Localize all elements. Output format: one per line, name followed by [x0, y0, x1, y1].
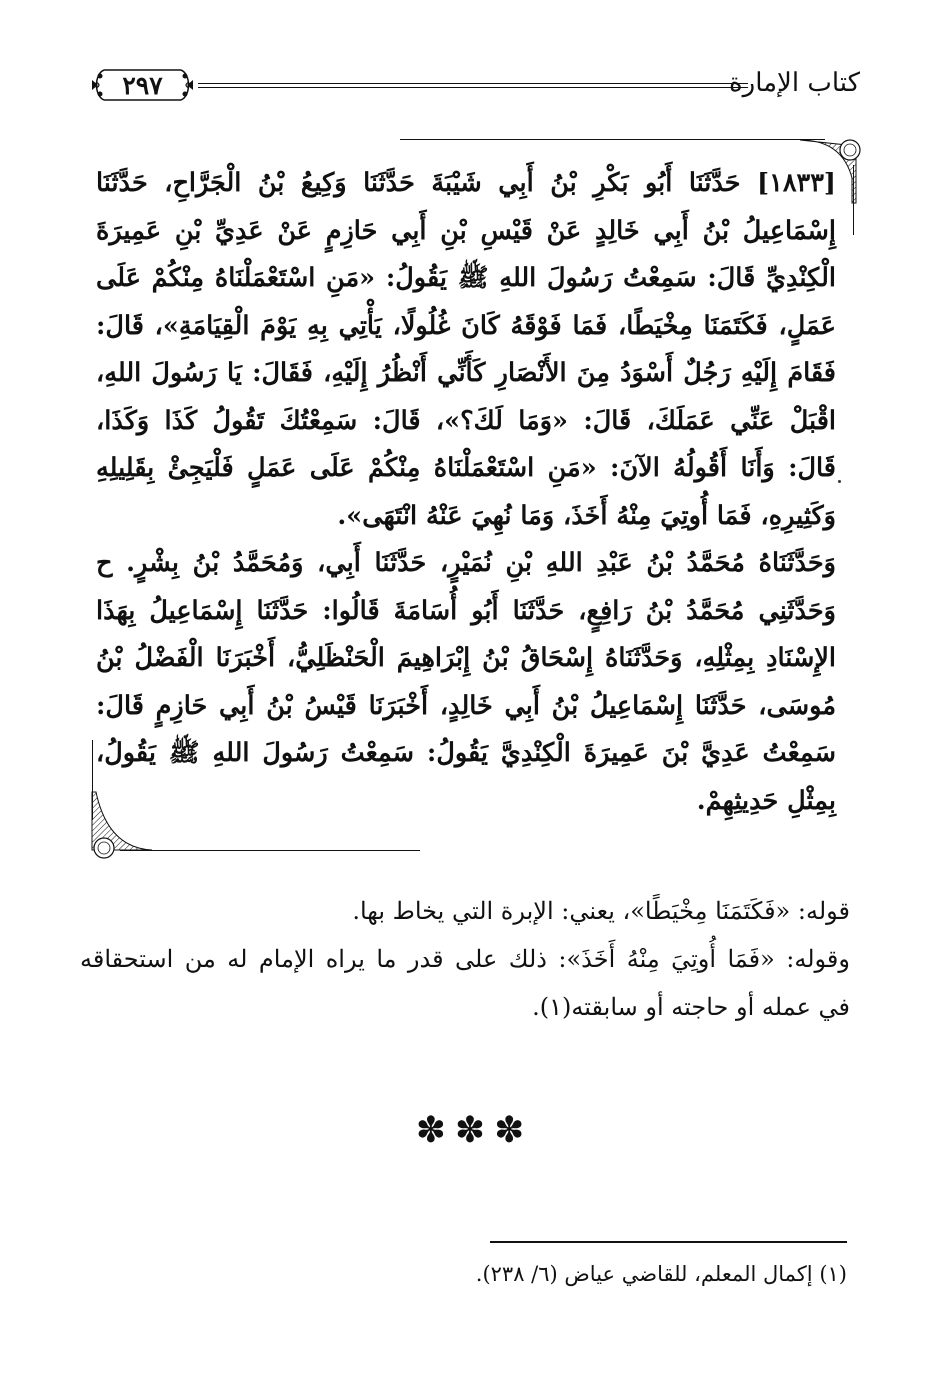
- page-number-badge: [90, 62, 195, 108]
- header-rule: [198, 83, 748, 88]
- section-separator: [380, 1110, 560, 1150]
- flower-ornament-icon: ✽: [454, 1109, 486, 1151]
- page-header: [90, 52, 860, 132]
- hadith-line: [١٨٣٣] حَدَّثَنَا أَبُو بَكْرِ بْنُ أَبِي شَيْبَةَ حَدَّثَنَا وَكِيعُ بْنُ الْجَرَّاحِ، حَدَّثَنَا: [96, 168, 836, 198]
- hadith-line: وَكَثِيرِهِ، فَمَا أُوتِيَ مِنْهُ أَخَذَ، وَمَا نُهِيَ عَنْهُ انْتَهَى».: [337, 500, 836, 531]
- hadith-line: قَالَ: وَأَنَا أَقُولُهُ الآنَ: «مَنِ اسْتَعْمَلْنَاهُ مِنْكُمْ عَلَى عَمَلٍ فَلْيَجِئْ بِقَلِيلِهِ: [96, 453, 836, 483]
- flower-ornament-icon: ✽: [415, 1109, 446, 1151]
- footnote-rule: [490, 1241, 847, 1243]
- hadith-line: بِمِثْلِ حَدِيثِهِمْ.: [696, 785, 836, 816]
- hadith-line: عَمَلٍ، فَكَتَمَنَا مِخْيَطًا، فَمَا فَوْقَهُ كَانَ غُلُولًا، يَأْتِي بِهِ يَوْمَ الْقِيَامَةِ»، قَالَ:: [96, 310, 836, 341]
- flower-ornament-icon: ✽: [494, 1109, 525, 1151]
- commentary-line: قوله: «فَكَتَمَنَا مِخْيَطًا»، يعني: الإبرة التي يخاط بها.: [352, 897, 850, 925]
- book-title: كتاب الإمارة: [729, 68, 860, 98]
- hadith-line: مُوسَى، حَدَّثَنَا إِسْمَاعِيلُ بْنُ أَبِي خَالِدٍ، أَخْبَرَنَا قَيْسُ بْنُ أَبِي حَازِمٍ قَالَ:: [96, 690, 836, 721]
- commentary-line: في عمله أو حاجته أو سابقته(١).: [532, 993, 850, 1021]
- hadith-line: فَقَامَ إِلَيْهِ رَجُلٌ أَسْوَدُ مِنَ الأَنْصَارِ كَأَنِّي أَنْظُرُ إِلَيْهِ، فَقَالَ: يَا رَسُولَ اللهِ،: [96, 358, 836, 388]
- hadith-line: الْكِنْدِيِّ قَالَ: سَمِعْتُ رَسُولَ اللهِ ﷺ يَقُولُ: «مَنِ اسْتَعْمَلْنَاهُ مِنْكُمْ عَلَى: [96, 263, 836, 293]
- hadith-line: الإِسْنَادِ بِمِثْلِهِ، وَحَدَّثَنَاهُ إِسْحَاقُ بْنُ إِبْرَاهِيمَ الْحَنْظَلِيُّ، أَخْبَرَنَا الْفَضْلُ بْنُ: [96, 643, 836, 673]
- commentary-line: وقوله: «فَمَا أُوتِيَ مِنْهُ أَخَذَ»: ذلك على قدر ما يراه الإمام له من استحقاقه: [80, 945, 850, 973]
- hadith-line: سَمِعْتُ عَدِيَّ بْنَ عَمِيرَةَ الْكِنْدِيَّ يَقُولُ: سَمِعْتُ رَسُولَ اللهِ ﷺ يَقُولُ،: [96, 738, 836, 768]
- commentary: [80, 887, 850, 1031]
- hadith-line: إِسْمَاعِيلُ بْنُ أَبِي خَالِدٍ عَنْ قَيْسِ بْنِ أَبِي حَازِمٍ عَنْ عَدِيِّ بْنِ عَمِيرَةَ: [96, 215, 836, 246]
- page-number: ٢٩٧: [122, 70, 163, 100]
- frame-top-rule: [400, 139, 825, 140]
- hadith-line: اقْبَلْ عَنِّي عَمَلَكَ، قَالَ: «وَمَا لَكَ؟»، قَالَ: سَمِعْتُكَ تَقُولُ كَذَا وَكَذَا،: [96, 405, 836, 436]
- frame-bottom-rule: [120, 850, 420, 851]
- hadith-line: وَحَدَّثَنِي مُحَمَّدُ بْنُ رَافِعٍ، حَدَّثَنَا أَبُو أُسَامَةَ قَالُوا: حَدَّثَنَا إِسْمَاعِيلُ بِهَذَا: [96, 595, 836, 626]
- hadith-line: وَحَدَّثَنَاهُ مُحَمَّدُ بْنُ عَبْدِ اللهِ بْنِ نُمَيْرٍ، حَدَّثَنَا أَبِي، وَمُحَمَّدُ بْنُ بِشْرٍ. ح: [96, 548, 836, 578]
- footnote: (١) إكمال المعلم، للقاضي عياض (٦/ ٢٣٨).: [475, 1262, 847, 1286]
- margin-dot: [838, 480, 841, 483]
- hadith-text: [96, 160, 836, 825]
